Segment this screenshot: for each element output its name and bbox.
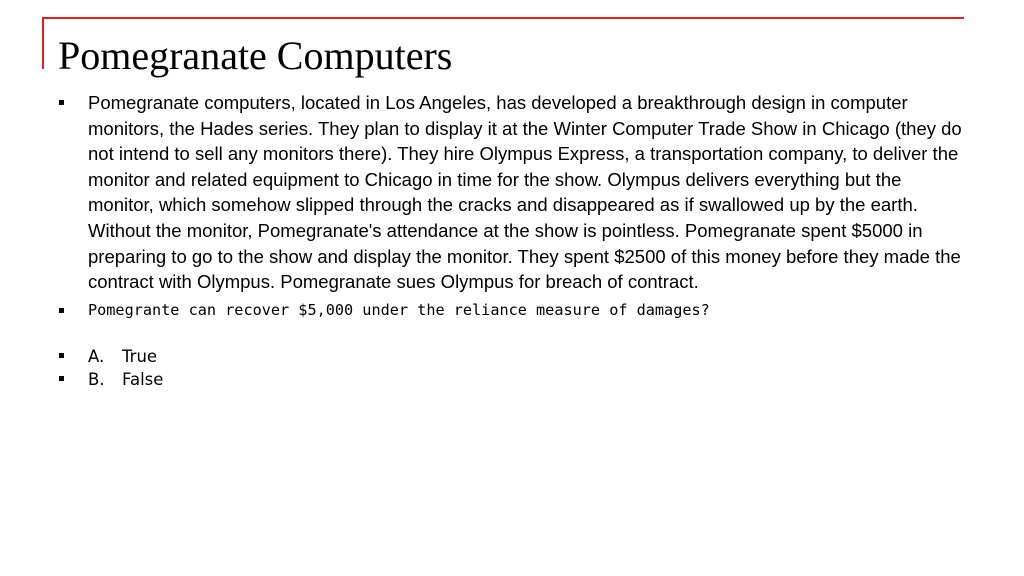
option-b-text: False: [122, 369, 164, 389]
option-b-letter: B.: [88, 369, 105, 389]
option-b[interactable]: [58, 368, 968, 391]
title-rule-horizontal: [42, 17, 964, 19]
answer-options: [58, 345, 968, 391]
option-a-text: True: [122, 346, 158, 366]
option-a[interactable]: [58, 345, 968, 368]
slide-title: Pomegranate Computers: [58, 33, 453, 78]
question-text: Pomegrante can recover $5,000 under the reliance measure of damages?: [88, 300, 710, 319]
slide-body: [58, 90, 968, 391]
option-b-label: [88, 370, 163, 389]
list-item-scenario: [58, 90, 968, 295]
option-a-letter: A.: [88, 346, 105, 366]
title-rule-vertical: [42, 17, 44, 69]
square-bullet-icon: [59, 353, 64, 358]
square-bullet-icon: [59, 100, 64, 105]
list-item-question: [58, 299, 968, 321]
square-bullet-icon: [59, 308, 64, 313]
square-bullet-icon: [59, 376, 64, 381]
scenario-paragraph: Pomegranate computers, located in Los Angeles, has developed a breakthrough design in computer monitors, the Hades series. They plan to display it at the Winter Computer Trade Show in Chicago (they do not intend to sell any monitors there). They hire Olympus Express, a transportation company, to deliver the monitor and related equipment to Chicago in time for the show. Olympus delivers everything but the monitor, which somehow slipped through the cracks and disappeared as if swallowed up by the earth. Without the monitor, Pomegranate's attendance at the show is pointless. Pomegranate spent $5000 in preparing to go to the show and display the monitor. They spent $2500 of this money before they made the contract with Olympus. Pomegranate sues Olympus for breach of contract.: [88, 92, 962, 293]
option-a-label: [88, 347, 157, 366]
